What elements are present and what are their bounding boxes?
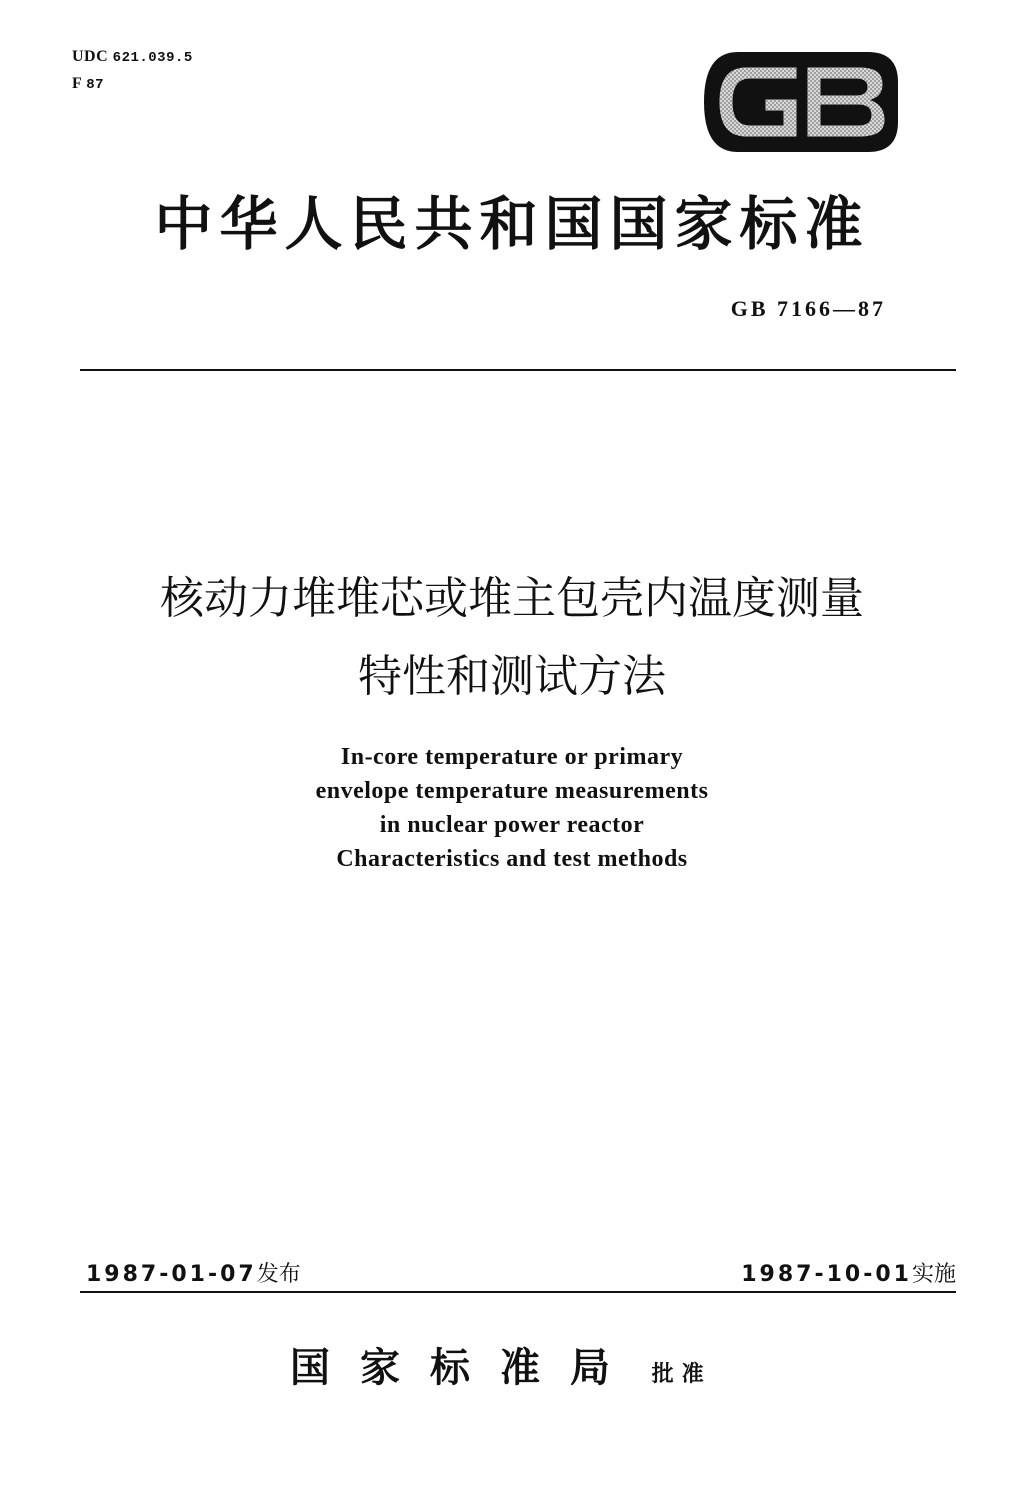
footer-divider bbox=[80, 1291, 956, 1293]
header-divider bbox=[80, 369, 956, 371]
udc-code bbox=[72, 44, 193, 71]
udc-value: 621.039.5 bbox=[112, 50, 193, 66]
standard-number: GB 7166—87 bbox=[730, 296, 886, 321]
gb-logo-graphic bbox=[698, 48, 902, 156]
issued-date bbox=[86, 1257, 301, 1288]
title-cn-line-1: 核动力堆堆芯或堆主包壳内温度测量 bbox=[160, 573, 864, 624]
effective-label: 实施 bbox=[911, 1262, 956, 1287]
udc-label: UDC bbox=[72, 48, 109, 65]
approval-line bbox=[290, 1336, 712, 1393]
effective-date bbox=[741, 1257, 956, 1288]
national-standard-title: 中华人民共和国国家标准 bbox=[154, 190, 870, 258]
class-code bbox=[72, 71, 193, 98]
title-en-line-3: in nuclear power reactor bbox=[379, 812, 645, 838]
title-cn-line-2: 特性和测试方法 bbox=[358, 651, 666, 702]
class-label: F bbox=[72, 75, 82, 92]
classification-codes bbox=[72, 44, 193, 98]
effective-date-value: 1987-10-01 bbox=[741, 1262, 912, 1287]
gb-logo bbox=[698, 48, 902, 156]
approving-organization: 国家标准局 bbox=[290, 1345, 640, 1391]
title-en bbox=[112, 740, 912, 876]
title-en-line-4: Characteristics and test methods bbox=[336, 846, 688, 872]
issued-date-value: 1987-01-07 bbox=[86, 1262, 257, 1287]
approval-action: 批准 bbox=[651, 1362, 712, 1387]
title-en-line-2: envelope temperature measurements bbox=[315, 778, 709, 804]
title-en-line-1: In-core temperature or primary bbox=[340, 744, 684, 770]
class-value: 87 bbox=[86, 77, 104, 93]
issued-label: 发布 bbox=[256, 1262, 301, 1287]
